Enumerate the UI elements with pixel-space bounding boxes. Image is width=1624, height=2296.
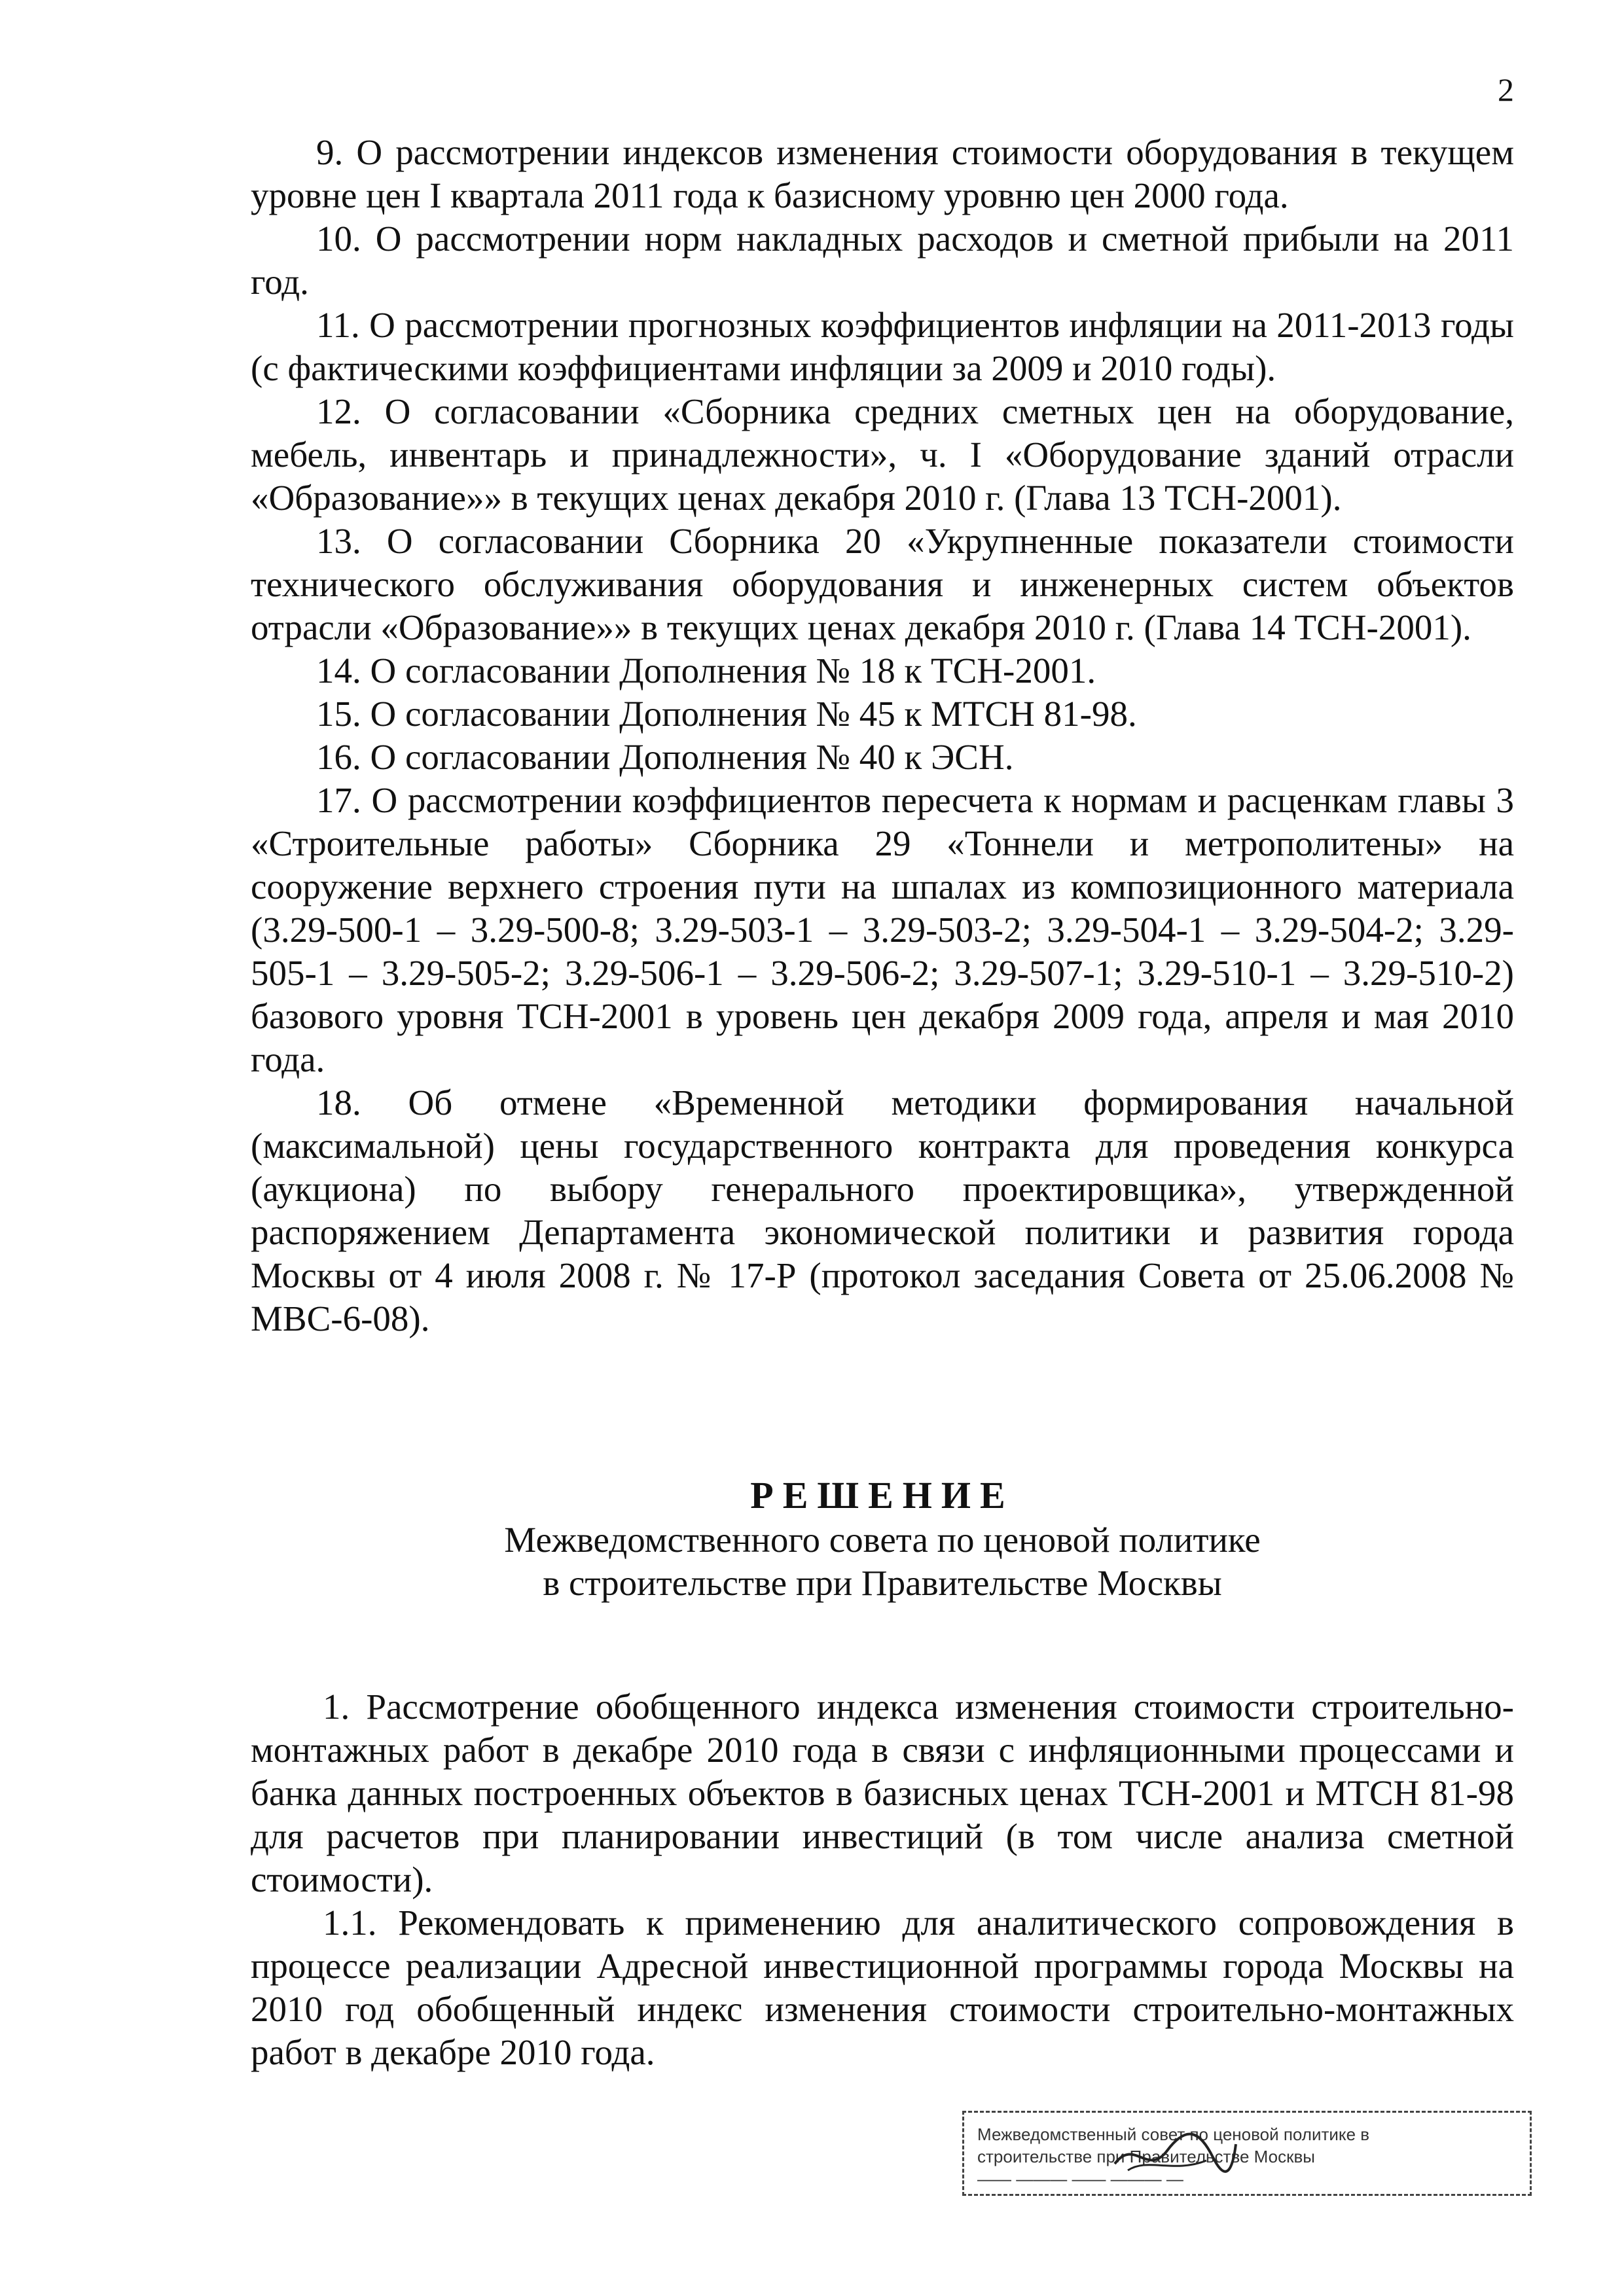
- stamp-line-2: строительстве при Правительстве Москвы: [977, 2147, 1315, 2166]
- agenda-item-9: 9. О рассмотрении индексов изменения стоимости оборудования в текущем уровне цен I квартала 2011 года к базисному уровню цен 2000 года.: [251, 132, 1514, 215]
- decision-subtitle-line2: в строительстве при Правительстве Москвы: [543, 1563, 1222, 1603]
- stamp-line-1: Межведомственный совет по ценовой политике в: [977, 2125, 1370, 2144]
- agenda-item-16: 16. О согласовании Дополнения № 40 к ЭСН.: [316, 737, 1014, 777]
- agenda-item-18: 18. Об отмене «Временной методики формирования начальной (максимальной) цены государственного контракта для проведения конкурса (аукциона) по выбору генерального проектировщика», утвержденной распоряжением Департамента экономической политики и развития города Москвы от 4 июля 2008 г. № 17-Р (протокол заседания Совета от 25.06.2008 № МВС-6-08).: [251, 1083, 1514, 1338]
- agenda-item-15: 15. О согласовании Дополнения № 45 к МТСН 81-98.: [316, 694, 1137, 734]
- agenda-item-17: 17. О рассмотрении коэффициентов пересчета к нормам и расценкам главы 3 «Строительные работы» Сборника 29 «Тоннели и метрополитены» на сооружение верхнего строения пути на шпалах из композиционного материала (3.29-500-1 – 3.29-500-8; 3.29-503-1 – 3.29-503-2; 3.29-504-1 – 3.29-504-2; 3.29-505-1 – 3.29-505-2; 3.29-506-1 – 3.29-506-2; 3.29-507-1; 3.29-510-1 – 3.29-510-2) базового уровня ТСН-2001 в уровень цен декабря 2009 года, апреля и мая 2010 года.: [251, 780, 1514, 1079]
- decision-body: [251, 1685, 1514, 2074]
- decision-item-1: 1. Рассмотрение обобщенного индекса изменения стоимости строительно-монтажных работ в декабре 2010 года в связи с инфляционными процессами и банка данных построенных объектов в базисных ценах ТСН-2001 и МТСН 81-98 для расчетов при планировании инвестиций (в том числе анализа сметной стоимости).: [251, 1687, 1514, 1899]
- agenda-item-11: 11. О рассмотрении прогнозных коэффициентов инфляции на 2011-2013 годы (с фактическими коэффициентами инфляции за 2009 и 2010 годы).: [251, 305, 1514, 388]
- decision-subtitle-line1: Межведомственного совета по ценовой политике: [504, 1520, 1261, 1560]
- agenda-item-12: 12. О согласовании «Сборника средних сметных цен на оборудование, мебель, инвентарь и принадлежности», ч. I «Оборудование зданий отрасли «Образование»» в текущих ценах декабря 2010 г. (Глава 13 ТСН-2001).: [251, 391, 1514, 518]
- agenda-item-14: 14. О согласовании Дополнения № 18 к ТСН-2001.: [316, 651, 1096, 691]
- decision-title: РЕШЕНИЕ: [750, 1474, 1015, 1516]
- signature-icon: [1108, 2125, 1239, 2183]
- agenda-list: [251, 131, 1514, 1340]
- decision-item-1-1: 1.1. Рекомендовать к применению для аналитического сопровождения в процессе реализации Адресной инвестиционной программы города Москвы на 2010 год обобщенный индекс изменения стоимости строительно-монтажных работ в декабре 2010 года.: [251, 1903, 1514, 2072]
- agenda-item-10: 10. О рассмотрении норм накладных расходов и сметной прибыли на 2011 год.: [251, 219, 1514, 302]
- agenda-item-13: 13. О согласовании Сборника 20 «Укрупненные показатели стоимости технического обслуживания оборудования и инженерных систем объектов отрасли «Образование»» в текущих ценах декабря 2010 г. (Глава 14 ТСН-2001).: [251, 521, 1514, 647]
- stamp-line-3: —— ——— —— ——— —: [977, 2169, 1183, 2189]
- page-number: 2: [1498, 71, 1514, 108]
- council-stamp: [962, 2111, 1532, 2196]
- decision-heading: [251, 1473, 1514, 1605]
